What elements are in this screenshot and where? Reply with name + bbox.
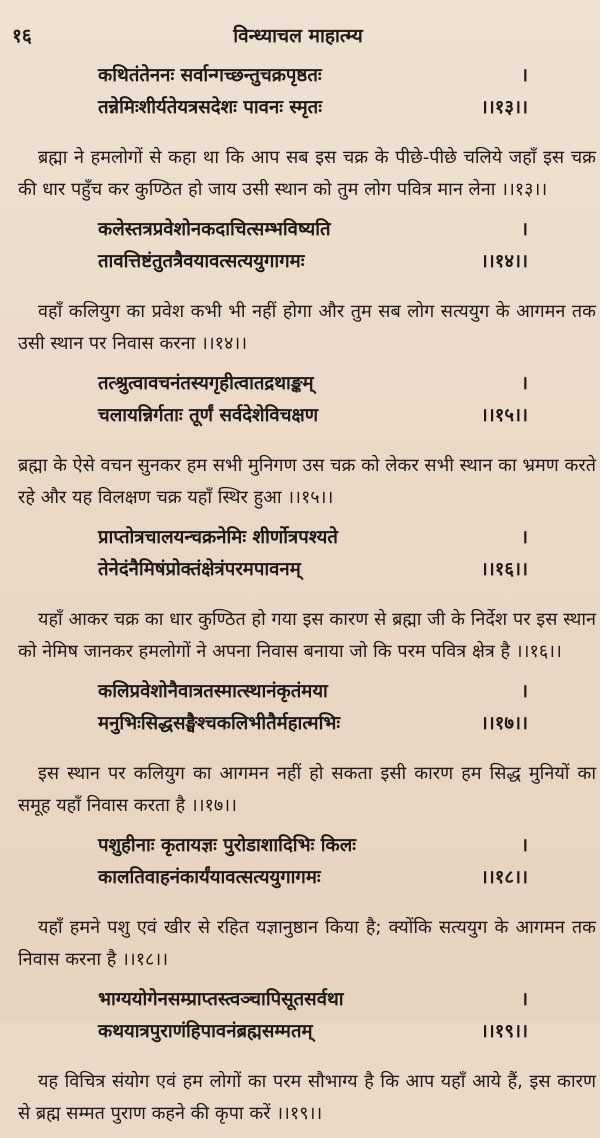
sanskrit-verse (98, 368, 528, 432)
verse-text: भाग्ययोगेनसम्प्राप्तस्त्वञ्चापिसूतसर्वथा (98, 989, 344, 1010)
sanskrit-verse (98, 60, 528, 124)
verse-line (98, 830, 528, 862)
hindi-translation: वहाँ कलियुग का प्रवेश कभी भी नहीं होगा और तुम सब लोग सत्ययुग के आगमन तक उसी स्थान पर निवास करना ।।१४।। (18, 301, 596, 354)
hindi-translation: यह विचित्र संयोग एवं हम लोगों का परम सौभाग्य है कि आप यहाँ आये हैं, इस कारण से ब्रह्म सम्मत पुराण कहने की कृपा करें ।।१९।। (18, 1071, 596, 1124)
verse-line (98, 708, 528, 740)
sanskrit-verse (98, 984, 528, 1048)
verse-text: कलेस्तत्रप्रवेशोनकदाचित्सम्भविष्यति (98, 219, 331, 240)
hindi-translation: ब्रह्मा ने हमलोगों से कहा था कि आप सब इस चक्र के पीछे-पीछे चलिये जहाँ इस चक्र की धार पहुँच कर कुण्ठित हो जाय उसी स्थान को तुम लोग पवित्र मान लेना ।।१३।। (18, 147, 596, 200)
verse-text: कथयात्रपुराणंहिपावनंब्रह्मसम्मतम् (98, 1021, 313, 1042)
verse-text: प्राप्तोत्रचालयन्चक्रनेमिः शीर्णोत्रपश्यते (98, 527, 338, 548)
verse-number: ।।१९।। (480, 1021, 528, 1042)
verse-marker: । (520, 527, 528, 548)
verse-line (98, 862, 528, 894)
verse-number: ।।१८।। (480, 867, 528, 888)
verse-text: पशुहीनाः कृतायज्ञः पुरोडाशादिभिः किलः (98, 835, 357, 856)
hindi-translation: यहाँ हमने पशु एवं खीर से रहित यज्ञानुष्ठान किया है; क्योंकि सत्ययुग के आगमन तक निवास करना है ।।१८।। (18, 917, 596, 970)
verse-text: कथितंतेननः सर्वान्गच्छन्तुचक्रपृष्ठतः (98, 65, 322, 86)
verse-text: कलिप्रवेशोनैवात्रतस्मात्स्थानंकृतंमया (98, 681, 328, 702)
verse-number: ।।१४।। (480, 251, 528, 272)
verse-section-15 (18, 368, 596, 514)
verse-marker: । (520, 989, 528, 1010)
verse-line (98, 214, 528, 246)
verse-marker: । (520, 681, 528, 702)
hindi-translation: इस स्थान पर कलियुग का आगमन नहीं हो सकता इसी कारण हम सिद्ध मुनियों का समूह यहाँ निवास करता है ।।१७।। (18, 763, 596, 816)
verse-marker: । (520, 835, 528, 856)
verse-text: चलायन्निर्गताः तूर्णं सर्वदेशेविचक्षण (98, 405, 319, 426)
verse-line (98, 676, 528, 708)
page-number: १६ (12, 25, 32, 47)
hindi-translation: ब्रह्मा के ऐसे वचन सुनकर हम सभी मुनिगण उस चक्र को लेकर सभी स्थान का भ्रमण करते रहे और यह विलक्षण चक्र यहाँ स्थिर हुआ ।।१५।। (18, 455, 596, 508)
verse-section-14 (18, 214, 596, 360)
verse-line (98, 522, 528, 554)
verse-section-16 (18, 522, 596, 668)
verse-number: ।।१६।। (480, 559, 528, 580)
verse-number: ।।१५।। (480, 405, 528, 426)
verse-line (98, 60, 528, 92)
page-body (18, 60, 596, 1138)
verse-text: तन्नेमिःशीर्यतेयत्रसदेशः पावनः स्मृतः (98, 97, 322, 118)
verse-line (98, 984, 528, 1016)
verse-line (98, 400, 528, 432)
verse-line (98, 246, 528, 278)
verse-line (98, 92, 528, 124)
verse-marker: । (520, 373, 528, 394)
verse-line (98, 368, 528, 400)
verse-section-13 (18, 60, 596, 206)
verse-line (98, 1016, 528, 1048)
sanskrit-verse (98, 214, 528, 278)
verse-section-17 (18, 676, 596, 822)
sanskrit-verse (98, 522, 528, 586)
page-header (12, 22, 584, 46)
verse-number: ।।१३।। (480, 97, 528, 118)
verse-text: तेनेदंनैमिषंप्रोक्तंक्षेत्रंपरमपावनम् (98, 559, 301, 580)
sanskrit-verse (98, 830, 528, 894)
verse-marker: । (520, 219, 528, 240)
verse-text: कालतिवाहनंकार्यंयावत्सत्ययुगागमः (98, 867, 321, 888)
verse-line (98, 554, 528, 586)
verse-marker: । (520, 65, 528, 86)
verse-number: ।।१७।। (480, 713, 528, 734)
verse-text: मनुभिःसिद्धसङ्घैश्चकलिभीतैर्महात्मभिः (98, 713, 341, 734)
sanskrit-verse (98, 676, 528, 740)
verse-text: तावत्तिष्टंतुतत्रैवयावत्सत्ययुगागमः (98, 251, 305, 272)
verse-section-18 (18, 830, 596, 976)
verse-section-19 (18, 984, 596, 1130)
hindi-translation: यहाँ आकर चक्र का धार कुण्ठित हो गया इस कारण से ब्रह्मा जी के निर्देश पर इस स्थान को नेमिष जानकर हमलोगों ने अपना निवास बनाया जो कि परम पवित्र क्षेत्र है ।।१६।। (18, 609, 596, 662)
running-title: विन्ध्याचल माहात्म्य (233, 25, 363, 47)
verse-text: तत्श्रुत्वावचनंतस्यगृहीत्वातद्रथाङ्कम् (98, 373, 314, 394)
